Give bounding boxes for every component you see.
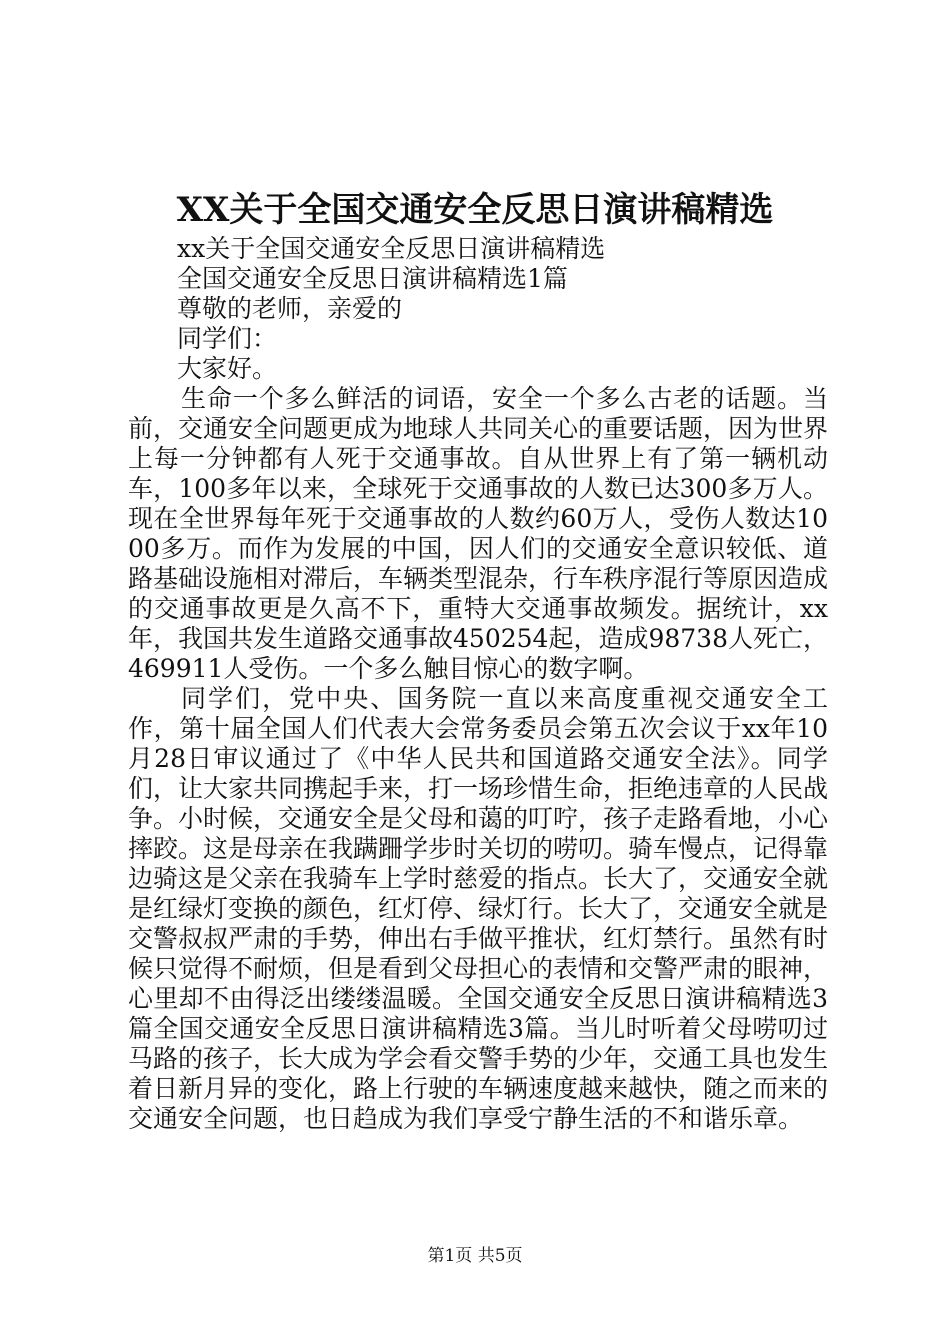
page-footer: 第1页 共5页 (427, 1246, 523, 1266)
document-title: XX关于全国交通安全反思日演讲稿精选 (176, 190, 774, 230)
greeting-line: 大家好。 (177, 354, 278, 383)
subtitle-line: xx关于全国交通安全反思日演讲稿精选 (177, 234, 606, 263)
salutation-continued: 同学们： (177, 324, 278, 353)
section-heading: 全国交通安全反思日演讲稿精选1篇 (177, 264, 568, 293)
body-paragraph: 生命一个多么鲜活的词语，安全一个多么古老的话题。当前，交通安全问题更成为地球人共同关心的重要话题，因为世界上每一分钟都有人死于交通事故。自从世界上有了第一辆机动车，100多年以来，全球死于交通事故的人数已达300多万人。现在全世界每年死于交通事故的人数约60万人，受伤人数达1000多万。而作为发展的中国，因人们的交通安全意识较低、道路基础设施相对滞后，车辆类型混杂，行车秩序混行等原因造成的交通事故更是久高不下，重特大交通事故频发。据统计，xx年，我国共发生道路交通事故450254起，造成98738人死亡，469911人受伤。一个多么触目惊心的数字啊。 (128, 384, 829, 683)
salutation-line: 尊敬的老师，亲爱的 (177, 294, 403, 323)
document-body (128, 234, 828, 1134)
body-paragraph: 同学们，党中央、国务院一直以来高度重视交通安全工作，第十届全国人们代表大会常务委员会第五次会议于xx年10月28日审议通过了《中华人民共和国道路交通安全法》。同学们，让大家共同携起手来，打一场珍惜生命，拒绝违章的人民战争。小时候，交通安全是父母和蔼的叮咛，孩子走路看地，小心摔跤。这是母亲在我蹒跚学步时关切的唠叨。骑车慢点，记得靠边骑这是父亲在我骑车上学时慈爱的指点。长大了，交通安全就是红绿灯变换的颜色，红灯停、绿灯行。长大了，交通安全就是交警叔叔严肃的手势，伸出右手做平推状，红灯禁行。虽然有时候只觉得不耐烦，但是看到父母担心的表情和交警严肃的眼神，心里却不由得泛出缕缕温暖。全国交通安全反思日演讲稿精选3篇全国交通安全反思日演讲稿精选3篇。当儿时听着父母唠叨过马路的孩子，长大成为学会看交警手势的少年，交通工具也发生着日新月异的变化，路上行驶的车辆速度越来越快，随之而来的交通安全问题，也日趋成为我们享受宁静生活的不和谐乐章。 (128, 684, 829, 1133)
